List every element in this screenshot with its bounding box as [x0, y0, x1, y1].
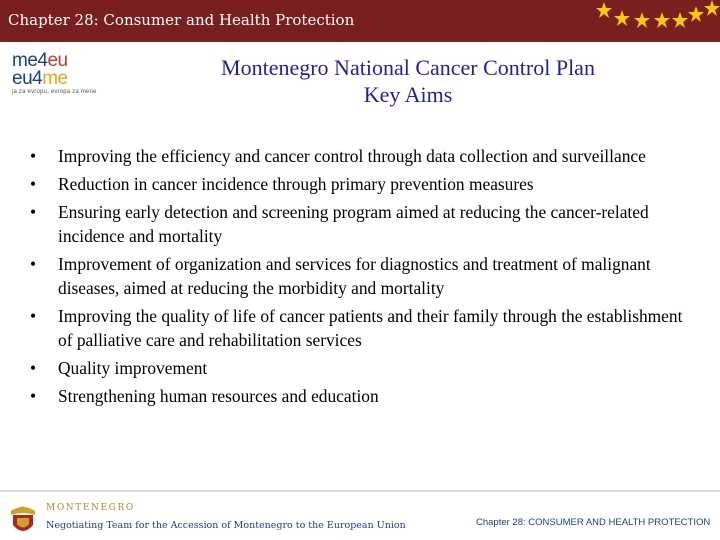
star-icon [614, 10, 630, 26]
list-item [30, 252, 700, 300]
bullet-marker: • [30, 146, 37, 166]
footer-team: Negotiating Team for the Accession of Montenegro to the European Union [46, 520, 406, 531]
logo-line-2: eu4me [12, 68, 68, 89]
star-icon [672, 12, 688, 28]
bullet-marker: • [30, 386, 37, 406]
slide-title-line-1: Montenegro National Cancer Control Plan [221, 55, 595, 80]
bullet-marker: • [30, 254, 37, 274]
bullet-text: Strengthening human resources and education [58, 386, 379, 406]
bullet-text: Ensuring early detection and screening program aimed at reducing the cancer-related incidence and mortality [58, 202, 649, 246]
me4eu-logo [12, 52, 112, 102]
star-icon [654, 12, 670, 28]
bullet-text: Improvement of organization and services for diagnostics and treatment of malignant diseases, aimed at reducing the morbidity and mortality [58, 254, 651, 298]
coat-of-arms-icon [6, 503, 40, 537]
logo-tagline: ja za evropu, evropa za mene [12, 89, 97, 95]
list-item [30, 304, 700, 352]
list-item [30, 384, 700, 408]
list-item [30, 144, 700, 168]
footer-country: MONTENEGRO [46, 503, 135, 513]
bullet-marker: • [30, 174, 37, 194]
list-item [30, 172, 700, 196]
header-title: Chapter 28: Consumer and Health Protection [8, 11, 355, 29]
bullet-text: Improving the quality of life of cancer patients and their family through the establishment of palliative care and rehabilitation services [58, 306, 683, 350]
key-aims-list [30, 144, 700, 412]
star-icon [688, 6, 704, 22]
bullet-marker: • [30, 358, 37, 378]
list-item [30, 356, 700, 380]
bullet-text: Quality improvement [58, 358, 208, 378]
bullet-text: Improving the efficiency and cancer control through data collection and surveillance [58, 146, 646, 166]
star-icon [596, 2, 612, 18]
bullet-marker: • [30, 202, 37, 222]
logo-line-1: me4eu [12, 50, 68, 71]
footer-chapter: Chapter 28: CONSUMER AND HEALTH PROTECTION [476, 517, 711, 528]
bullet-text: Reduction in cancer incidence through primary prevention measures [58, 174, 534, 194]
star-icon [704, 0, 720, 16]
slide-title [130, 54, 686, 108]
eu-stars-icon [596, 0, 720, 34]
star-icon [634, 12, 650, 28]
slide-title-line-2: Key Aims [363, 82, 453, 107]
footer-divider [0, 490, 720, 492]
list-item [30, 200, 700, 248]
header-bar [0, 0, 720, 42]
bullet-marker: • [30, 306, 37, 326]
